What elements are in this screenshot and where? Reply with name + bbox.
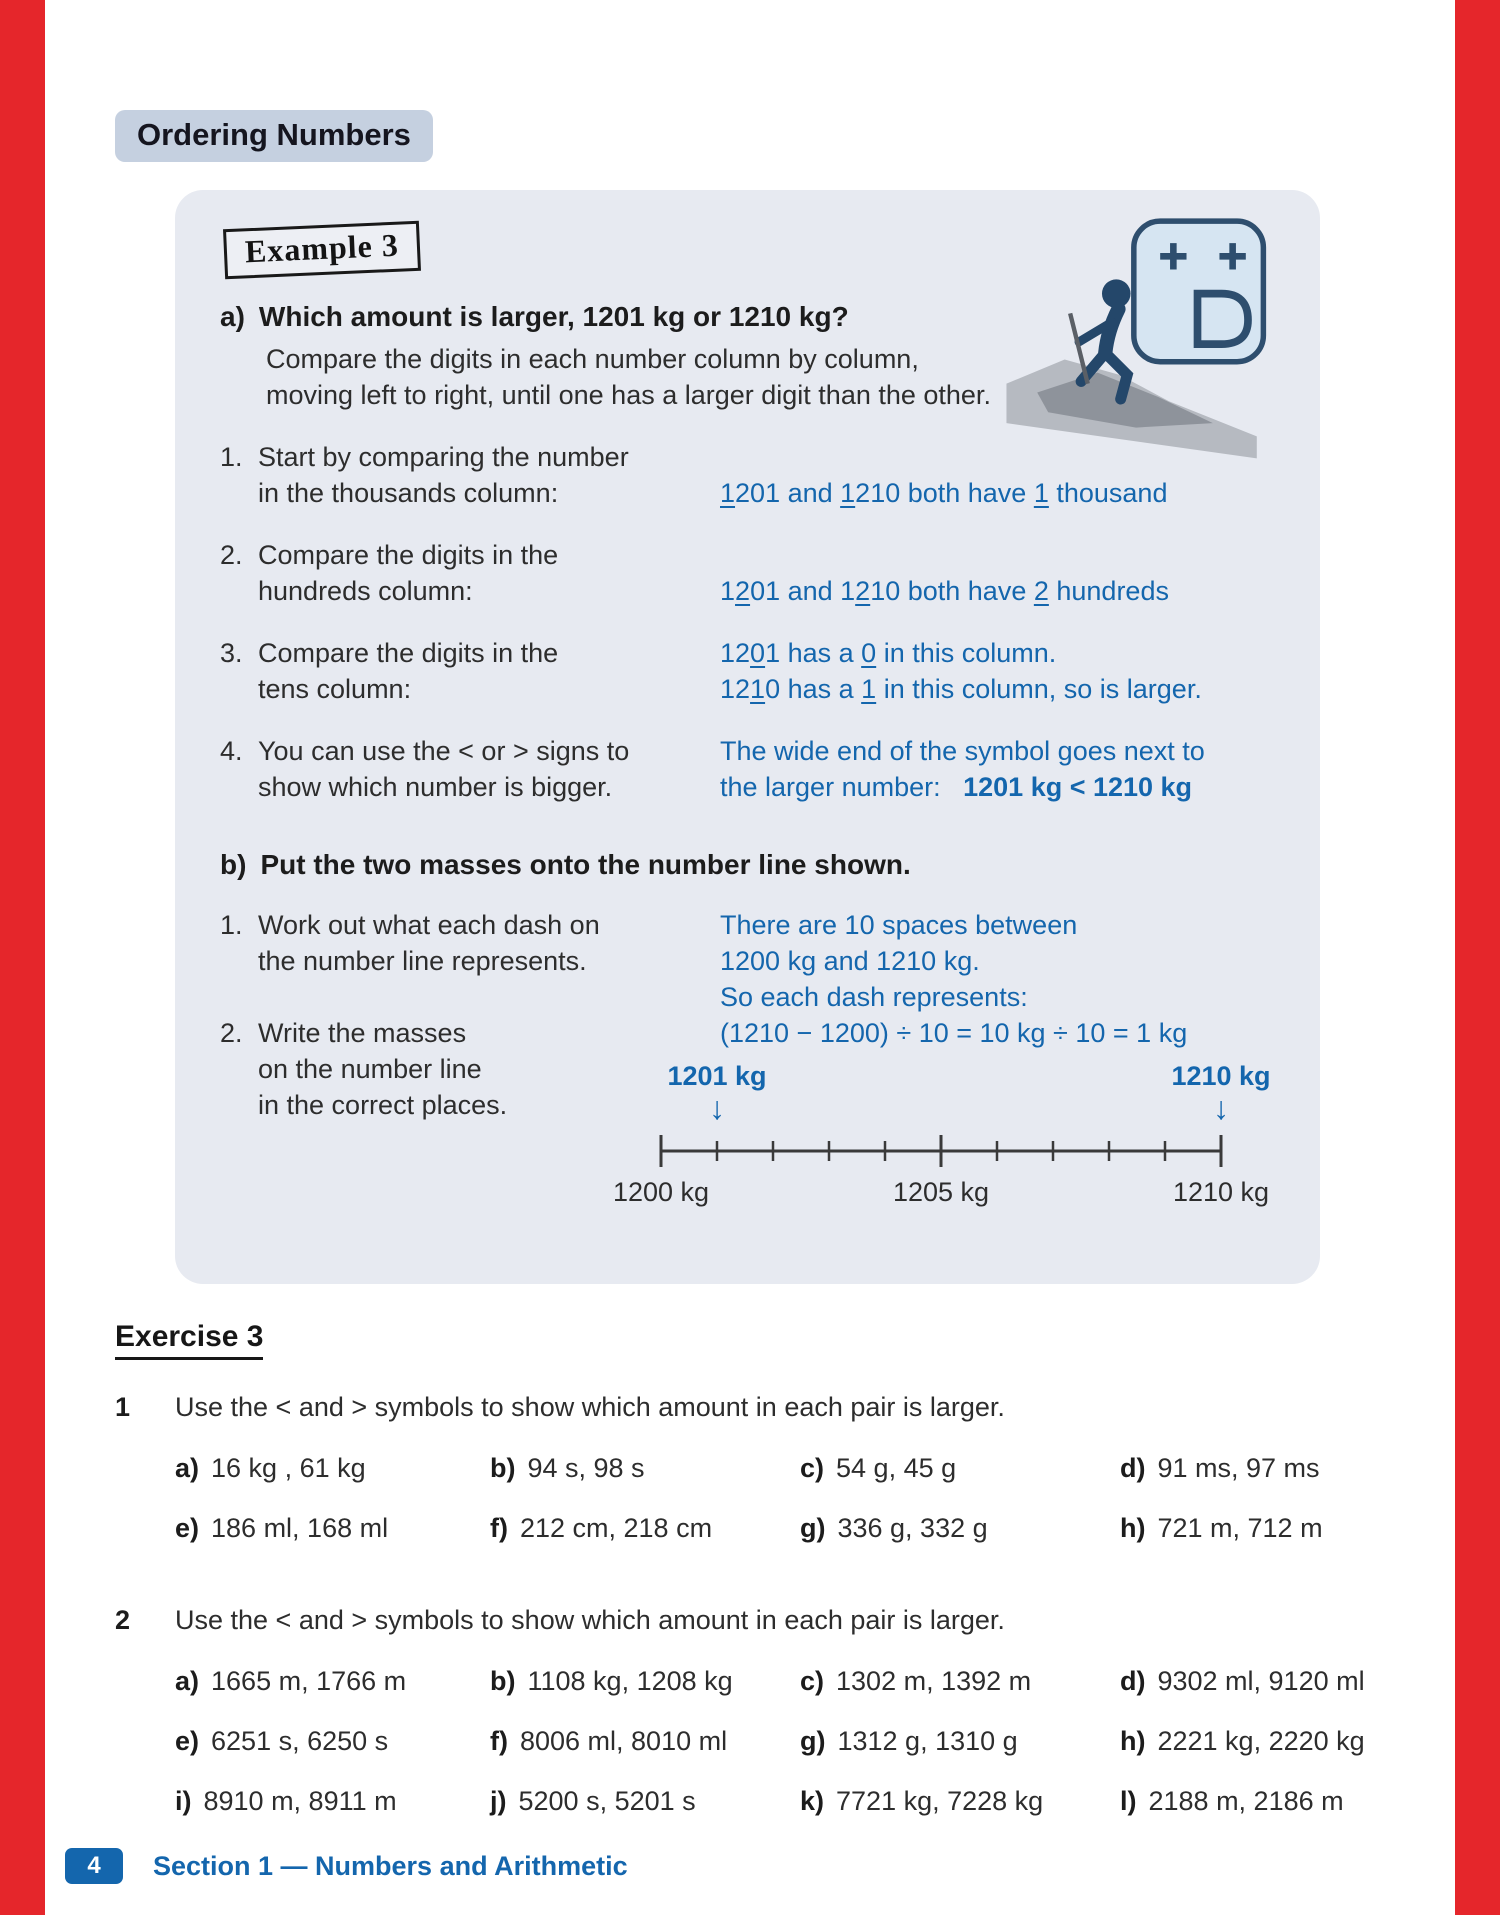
question-2 [115, 1605, 1500, 1636]
item-value: 16 kg , 61 kg [211, 1453, 366, 1483]
exercise-item [175, 1664, 490, 1698]
left-red-border [0, 0, 45, 1915]
item-value: 7721 kg, 7228 kg [836, 1786, 1044, 1816]
step-answer-line: 1201 and 1210 both have 1 thousand [720, 478, 1168, 508]
step-a3 [220, 635, 1275, 707]
number-line [612, 1061, 1271, 1246]
question-1-items [175, 1451, 1425, 1545]
item-letter: b) [490, 1453, 516, 1483]
page-footer [65, 1848, 1500, 1884]
exercise-item [800, 1784, 1120, 1818]
exercise-item [490, 1784, 800, 1818]
step-number: 1. [220, 442, 243, 472]
item-value: 94 s, 98 s [527, 1453, 645, 1483]
item-letter: a) [175, 1666, 200, 1696]
item-value: 54 g, 45 g [836, 1453, 957, 1483]
part-b-letter: b) [220, 849, 247, 880]
exercise-item [1120, 1451, 1425, 1485]
right-red-border [1455, 0, 1500, 1915]
item-value: 1108 kg, 1208 kg [527, 1666, 733, 1696]
exercise-item [800, 1511, 1120, 1545]
exercise-item [1120, 1664, 1425, 1698]
step-answer-line: There are 10 spaces between [720, 910, 1078, 940]
step-text-line: Work out what each dash on [258, 910, 600, 940]
step-number: 3. [220, 638, 243, 668]
climber-illustration [1002, 208, 1292, 466]
page-number-badge: 4 [65, 1848, 123, 1884]
item-letter: f) [490, 1513, 508, 1543]
exercise-item [800, 1451, 1120, 1485]
step-number: 4. [220, 736, 243, 766]
exercise-item [175, 1511, 490, 1545]
numberline-tick-label: 1205 kg [892, 1177, 990, 1207]
down-arrow-icon: ↓ [709, 1090, 725, 1126]
item-value: 721 m, 712 m [1157, 1513, 1323, 1543]
item-letter: g) [800, 1726, 826, 1756]
example-stamp: Example 3 [223, 221, 421, 279]
item-letter: h) [1120, 1513, 1146, 1543]
exercise-item [490, 1511, 800, 1545]
question-number: 2 [115, 1605, 131, 1635]
intro-line: Compare the digits in each number column by column, [266, 344, 919, 374]
item-letter: e) [175, 1513, 200, 1543]
item-letter: i) [175, 1786, 192, 1816]
step-a2 [220, 537, 1275, 609]
step-answer-line: the larger number: 1201 kg < 1210 kg [720, 772, 1193, 802]
step-a4 [220, 733, 1275, 805]
item-value: 2188 m, 2186 m [1148, 1786, 1344, 1816]
step-answer-line: 1201 and 1210 both have 2 hundreds [720, 576, 1169, 606]
exercise-item [1120, 1784, 1425, 1818]
item-value: 1302 m, 1392 m [836, 1666, 1032, 1696]
step-answer-line: 1200 kg and 1210 kg. [720, 946, 980, 976]
exercise-item [175, 1451, 490, 1485]
step-text-line: hundreds column: [258, 576, 473, 606]
item-letter: l) [1120, 1786, 1137, 1816]
item-letter: a) [175, 1453, 200, 1483]
part-b-heading [220, 849, 1275, 881]
part-a-intro [266, 341, 1106, 413]
step-text-line: the number line represents. [258, 946, 587, 976]
exercise-item [490, 1664, 800, 1698]
step-text-line: in the correct places. [258, 1090, 508, 1120]
exercise-item [490, 1724, 800, 1758]
item-value: 8910 m, 8911 m [203, 1786, 397, 1816]
exercise-item [175, 1724, 490, 1758]
numberline-tick-label: 1200 kg [612, 1177, 710, 1207]
step-text-line: show which number is bigger. [258, 772, 613, 802]
part-b-question: Put the two masses onto the number line shown. [260, 849, 911, 880]
step-text-line: on the number line [258, 1054, 482, 1084]
item-value: 186 ml, 168 ml [211, 1513, 389, 1543]
step-text-line: Compare the digits in the [258, 638, 559, 668]
question-1 [115, 1392, 1500, 1423]
item-value: 1665 m, 1766 m [211, 1666, 407, 1696]
item-letter: f) [490, 1726, 508, 1756]
page-title: Ordering Numbers [115, 110, 433, 162]
item-value: 5200 s, 5201 s [518, 1786, 696, 1816]
step-number: 1. [220, 910, 243, 940]
part-a-letter: a) [220, 301, 245, 332]
step-text-line: in the thousands column: [258, 478, 559, 508]
item-value: 6251 s, 6250 s [211, 1726, 389, 1756]
climber-body [1105, 309, 1118, 353]
question-text: Use the < and > symbols to show which amount in each pair is larger. [175, 1605, 1005, 1635]
step-text-line: Write the masses [258, 1018, 467, 1048]
item-value: 91 ms, 97 ms [1157, 1453, 1320, 1483]
section-label: Section 1 — Numbers and Arithmetic [153, 1850, 628, 1881]
question-2-items [175, 1664, 1425, 1818]
exercise-item [800, 1664, 1120, 1698]
item-value: 212 cm, 218 cm [519, 1513, 713, 1543]
step-answer-line: So each dash represents: [720, 982, 1028, 1012]
item-value: 336 g, 332 g [837, 1513, 988, 1543]
item-letter: h) [1120, 1726, 1146, 1756]
question-text: Use the < and > symbols to show which amount in each pair is larger. [175, 1392, 1005, 1422]
numberline-left-value-label: 1201 kg [667, 1061, 767, 1091]
step-answer-line: The wide end of the symbol goes next to [720, 736, 1205, 766]
step-text-line: Start by comparing the number [258, 442, 629, 472]
item-letter: k) [800, 1786, 825, 1816]
exercise-item [1120, 1511, 1425, 1545]
item-letter: c) [800, 1666, 825, 1696]
item-letter: d) [1120, 1453, 1146, 1483]
item-letter: e) [175, 1726, 200, 1756]
numberline-axis [655, 1133, 1235, 1169]
intro-line: moving left to right, until one has a larger digit than the other. [266, 380, 991, 410]
exercise-item [175, 1784, 490, 1818]
step-answer-line: 1210 has a 1 in this column, so is larger. [720, 674, 1202, 704]
item-value: 9302 ml, 9120 ml [1157, 1666, 1365, 1696]
step-number: 2. [220, 540, 243, 570]
item-value: 8006 ml, 8010 ml [519, 1726, 728, 1756]
down-arrow-icon: ↓ [1213, 1090, 1229, 1126]
step-answer-line: 1201 has a 0 in this column. [720, 638, 1057, 668]
exercise-heading: Exercise 3 [115, 1320, 263, 1360]
item-letter: j) [490, 1786, 507, 1816]
item-value: 1312 g, 1310 g [837, 1726, 1018, 1756]
exercise-item [1120, 1724, 1425, 1758]
item-letter: g) [800, 1513, 826, 1543]
item-letter: c) [800, 1453, 825, 1483]
numberline-tick-label: 1210 kg [1172, 1177, 1270, 1207]
item-letter: d) [1120, 1666, 1146, 1696]
part-a-question: Which amount is larger, 1201 kg or 1210 kg? [258, 301, 849, 332]
step-number: 2. [220, 1018, 243, 1048]
item-value: 2221 kg, 2220 kg [1157, 1726, 1365, 1756]
step-text-line: You can use the < or > signs to [258, 736, 630, 766]
step-answer-line: (1210 − 1200) ÷ 10 = 10 kg ÷ 10 = 1 kg [720, 1018, 1188, 1048]
question-number: 1 [115, 1392, 131, 1422]
exercise-item [490, 1451, 800, 1485]
step-text-line: Compare the digits in the [258, 540, 559, 570]
item-letter: b) [490, 1666, 516, 1696]
example-box [175, 190, 1320, 1284]
exercise-item [800, 1724, 1120, 1758]
step-text-line: tens column: [258, 674, 412, 704]
numberline-right-value-label: 1210 kg [1171, 1061, 1271, 1091]
